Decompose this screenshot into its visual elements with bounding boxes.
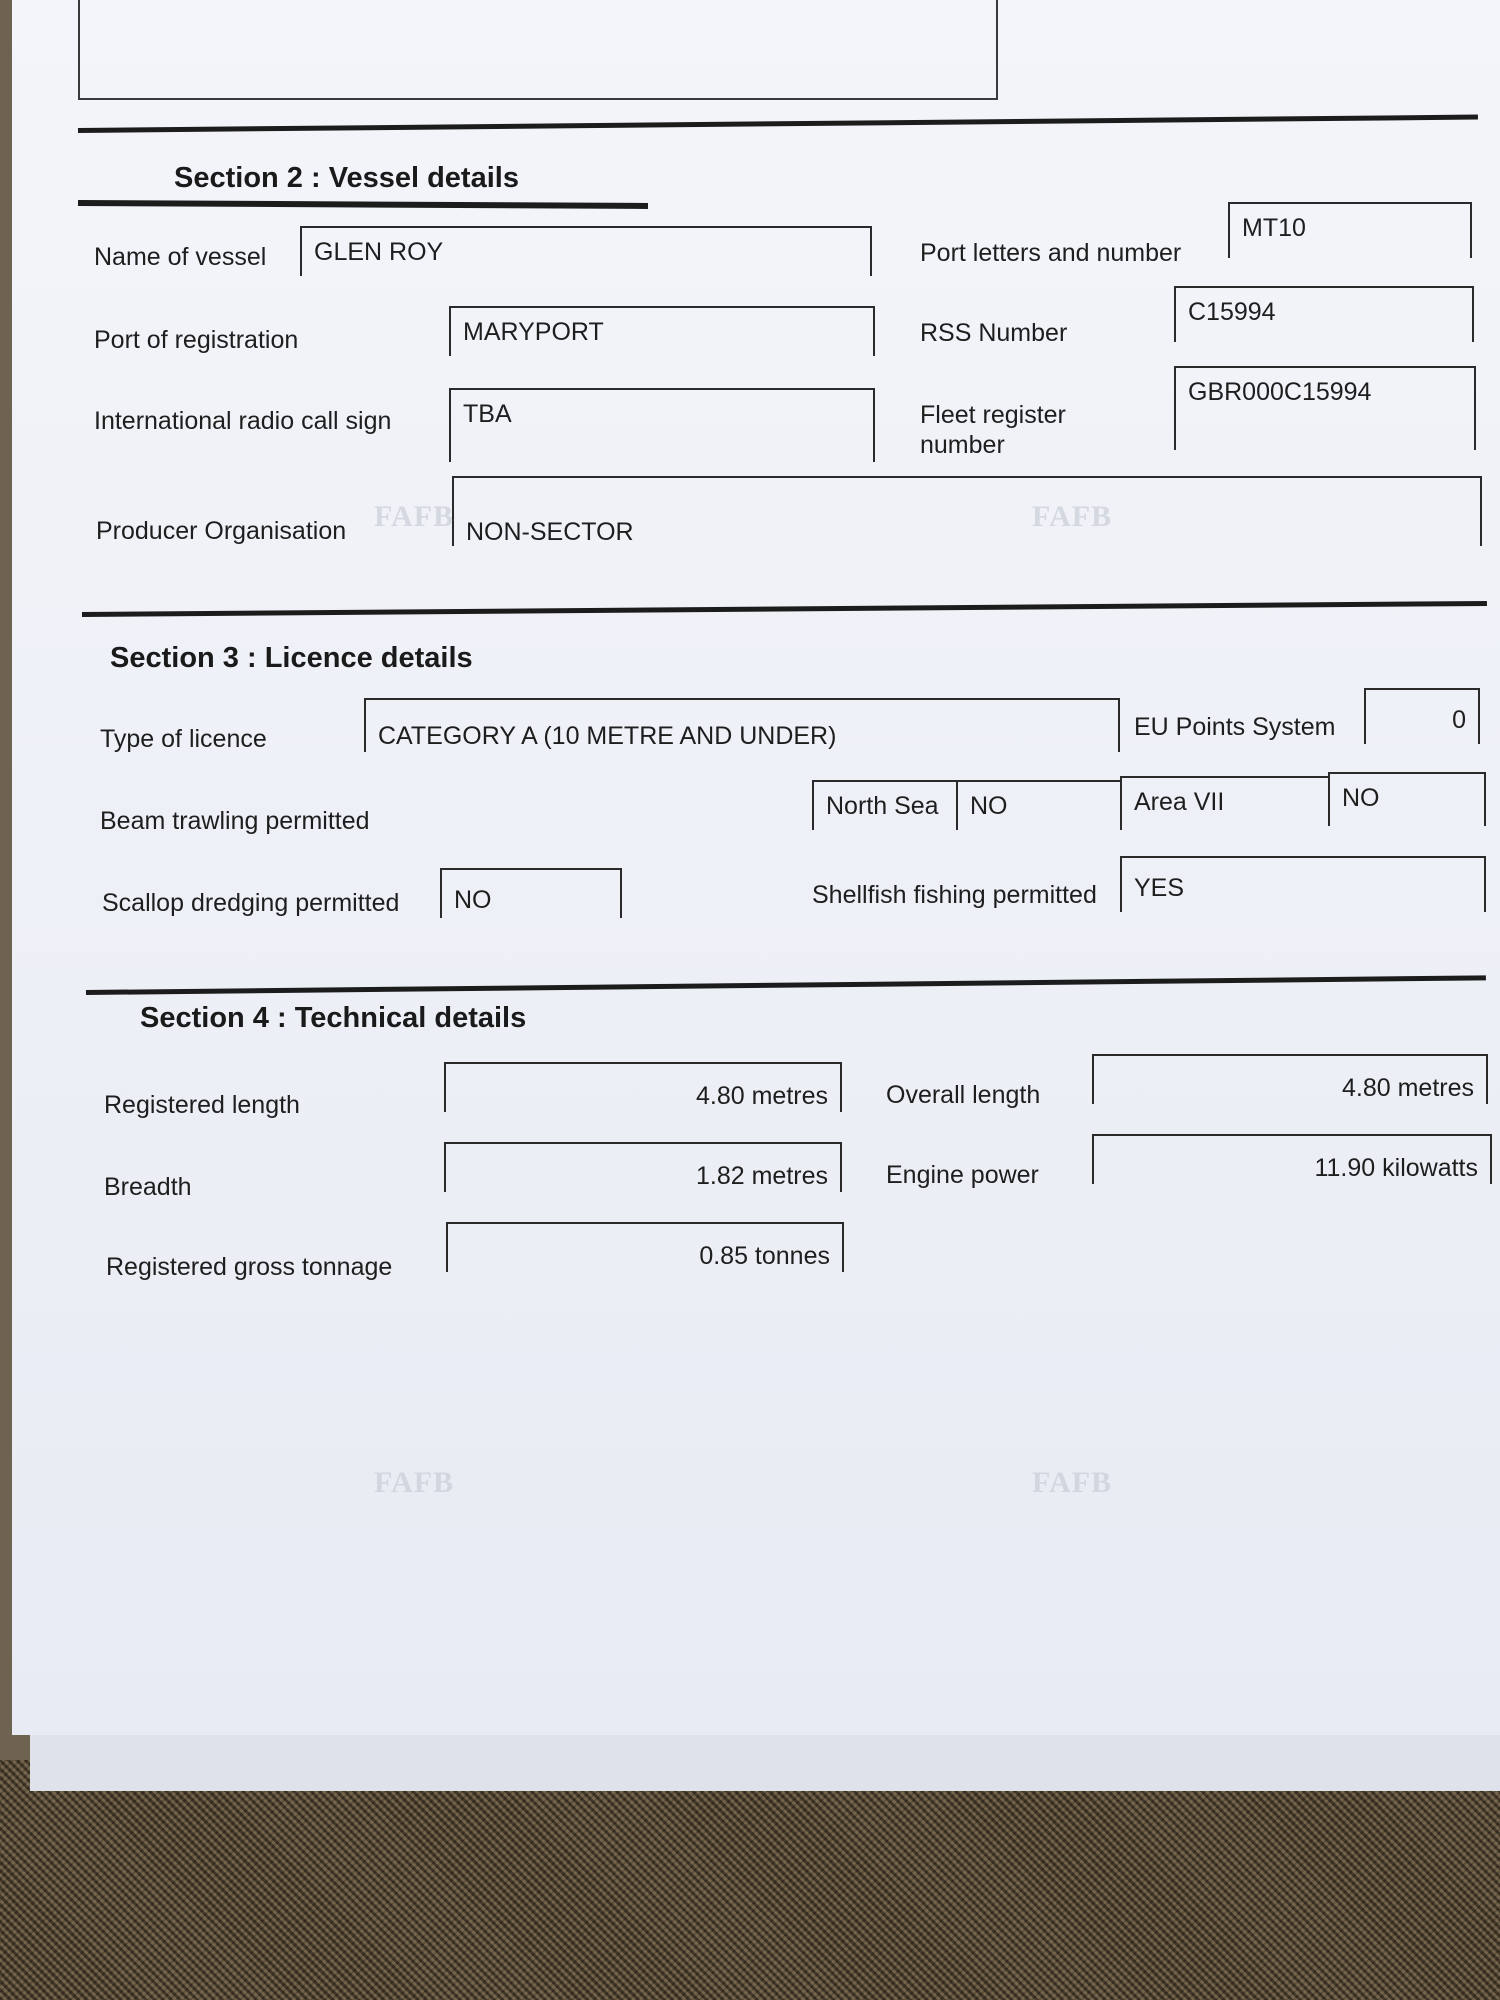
area-vii-value: NO <box>1328 772 1486 826</box>
section-2-title: Section 2 : Vessel details <box>174 162 519 194</box>
licence-document <box>12 0 1500 1735</box>
eu-points-field: 0 <box>1364 688 1480 744</box>
shellfish-fishing-label: Shellfish fishing permitted <box>812 881 1097 909</box>
radio-call-sign-label: International radio call sign <box>94 407 392 435</box>
north-sea-label: North Sea <box>812 780 958 830</box>
name-of-vessel-label: Name of vessel <box>94 243 267 271</box>
section-4-title: Section 4 : Technical details <box>140 1002 527 1034</box>
watermark: FAFB <box>374 500 455 533</box>
breadth-label: Breadth <box>104 1173 192 1201</box>
port-letters-label: Port letters and number <box>920 239 1182 267</box>
producer-organisation-label: Producer Organisation <box>96 517 347 545</box>
watermark: FAFB <box>1032 500 1113 533</box>
rss-number-label: RSS Number <box>920 319 1068 347</box>
gross-tonnage-label: Registered gross tonnage <box>106 1253 393 1281</box>
engine-power-field: 11.90 kilowatts <box>1092 1134 1492 1184</box>
producer-organisation-field: NON-SECTOR <box>452 476 1482 546</box>
shellfish-fishing-field: YES <box>1120 856 1486 912</box>
north-sea-value: NO <box>956 780 1122 830</box>
type-of-licence-field: CATEGORY A (10 METRE AND UNDER) <box>364 698 1120 752</box>
section-2-underline <box>78 200 648 209</box>
eu-points-label: EU Points System <box>1134 713 1336 741</box>
registered-length-label: Registered length <box>104 1091 300 1119</box>
breadth-field: 1.82 metres <box>444 1142 842 1192</box>
overall-length-label: Overall length <box>886 1081 1041 1109</box>
port-of-registration-field: MARYPORT <box>449 306 875 356</box>
scallop-dredging-label: Scallop dredging permitted <box>102 889 400 917</box>
beam-trawling-label: Beam trawling permitted <box>100 807 370 835</box>
section-2-rule <box>78 115 1478 133</box>
fleet-register-label-line2: number <box>920 431 1005 459</box>
carpet-background <box>0 1760 1500 2000</box>
engine-power-label: Engine power <box>886 1161 1039 1189</box>
gross-tonnage-field: 0.85 tonnes <box>446 1222 844 1272</box>
fleet-register-label-line1: Fleet register <box>920 401 1066 429</box>
port-letters-field: MT10 <box>1228 202 1472 258</box>
overall-length-field: 4.80 metres <box>1092 1054 1488 1104</box>
rss-number-field: C15994 <box>1174 286 1474 342</box>
type-of-licence-label: Type of licence <box>100 725 267 753</box>
previous-section-box <box>78 0 998 100</box>
scallop-dredging-field: NO <box>440 868 622 918</box>
registered-length-field: 4.80 metres <box>444 1062 842 1112</box>
watermark: FAFB <box>1032 1466 1113 1499</box>
area-vii-label: Area VII <box>1120 776 1328 826</box>
radio-call-sign-field: TBA <box>449 388 875 462</box>
section-4-rule <box>86 975 1486 995</box>
fleet-register-field: GBR000C15994 <box>1174 366 1476 450</box>
port-of-registration-label: Port of registration <box>94 326 299 354</box>
section-3-title: Section 3 : Licence details <box>110 642 473 674</box>
section-3-rule <box>82 601 1487 617</box>
watermark: FAFB <box>374 1466 455 1499</box>
name-of-vessel-field: GLEN ROY <box>300 226 872 276</box>
